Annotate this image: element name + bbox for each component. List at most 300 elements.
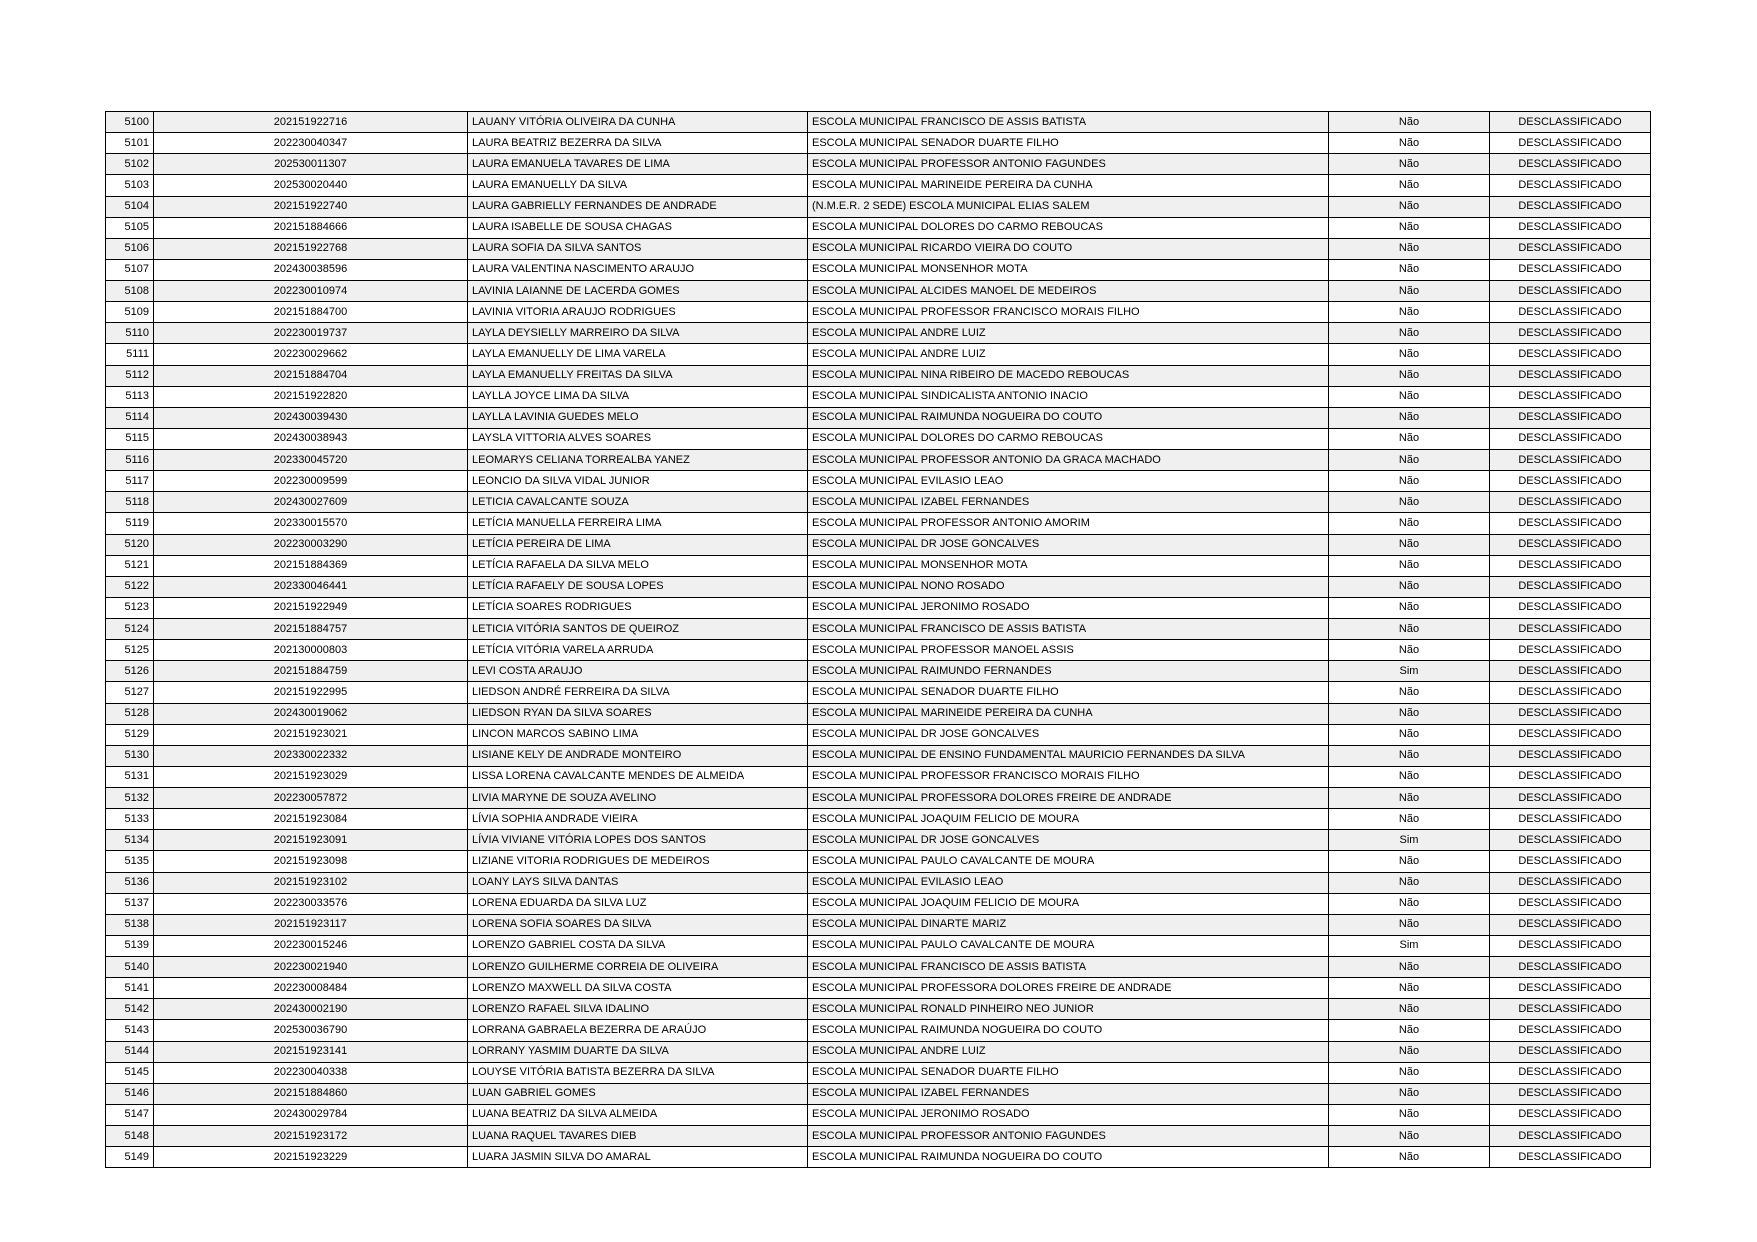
status-cell: DESCLASSIFICADO xyxy=(1490,872,1651,893)
school-cell: ESCOLA MUNICIPAL ANDRE LUIZ xyxy=(808,323,1329,344)
row-number-cell: 5105 xyxy=(106,217,154,238)
row-number-cell: 5127 xyxy=(106,682,154,703)
candidate-name-cell: LAVINIA VITORIA ARAUJO RODRIGUES xyxy=(468,302,808,323)
enrollment-cell: 202151923098 xyxy=(154,851,468,872)
table-row xyxy=(106,450,1651,471)
table-row xyxy=(106,428,1651,449)
row-number-cell: 5104 xyxy=(106,196,154,217)
enrollment-cell: 202430002190 xyxy=(154,999,468,1020)
row-number-cell: 5142 xyxy=(106,999,154,1020)
school-cell: ESCOLA MUNICIPAL DR JOSE GONCALVES xyxy=(808,534,1329,555)
flag-cell: Não xyxy=(1329,238,1490,259)
school-cell: ESCOLA MUNICIPAL PROFESSOR ANTONIO FAGUNDES xyxy=(808,1126,1329,1147)
school-cell: ESCOLA MUNICIPAL RAIMUNDO FERNANDES xyxy=(808,661,1329,682)
flag-cell: Não xyxy=(1329,619,1490,640)
flag-cell: Não xyxy=(1329,978,1490,999)
table-row xyxy=(106,1083,1651,1104)
flag-cell: Não xyxy=(1329,428,1490,449)
status-cell: DESCLASSIFICADO xyxy=(1490,766,1651,787)
status-cell: DESCLASSIFICADO xyxy=(1490,1020,1651,1041)
table-row xyxy=(106,1104,1651,1125)
row-number-cell: 5119 xyxy=(106,513,154,534)
candidate-name-cell: LETÍCIA MANUELLA FERREIRA LIMA xyxy=(468,513,808,534)
status-cell: DESCLASSIFICADO xyxy=(1490,914,1651,935)
table-row xyxy=(106,935,1651,956)
row-number-cell: 5137 xyxy=(106,893,154,914)
school-cell: ESCOLA MUNICIPAL DE ENSINO FUNDAMENTAL MAURICIO FERNANDES DA SILVA xyxy=(808,745,1329,766)
status-cell: DESCLASSIFICADO xyxy=(1490,788,1651,809)
candidate-name-cell: LAURA EMANUELA TAVARES DE LIMA xyxy=(468,154,808,175)
candidate-name-cell: LORENZO MAXWELL DA SILVA COSTA xyxy=(468,978,808,999)
status-cell: DESCLASSIFICADO xyxy=(1490,175,1651,196)
school-cell: ESCOLA MUNICIPAL IZABEL FERNANDES xyxy=(808,1083,1329,1104)
candidate-name-cell: LETÍCIA VITÓRIA VARELA ARRUDA xyxy=(468,640,808,661)
table-row xyxy=(106,788,1651,809)
school-cell: ESCOLA MUNICIPAL JOAQUIM FELICIO DE MOURA xyxy=(808,809,1329,830)
table-row xyxy=(106,1147,1651,1168)
enrollment-cell: 202330015570 xyxy=(154,513,468,534)
flag-cell: Não xyxy=(1329,788,1490,809)
school-cell: ESCOLA MUNICIPAL SENADOR DUARTE FILHO xyxy=(808,682,1329,703)
enrollment-cell: 202430019062 xyxy=(154,703,468,724)
row-number-cell: 5112 xyxy=(106,365,154,386)
row-number-cell: 5114 xyxy=(106,407,154,428)
flag-cell: Não xyxy=(1329,175,1490,196)
table-row xyxy=(106,872,1651,893)
flag-cell: Não xyxy=(1329,703,1490,724)
status-cell: DESCLASSIFICADO xyxy=(1490,682,1651,703)
flag-cell: Não xyxy=(1329,1041,1490,1062)
enrollment-cell: 202151923229 xyxy=(154,1147,468,1168)
candidate-name-cell: LOUYSE VITÓRIA BATISTA BEZERRA DA SILVA xyxy=(468,1062,808,1083)
table-row xyxy=(106,238,1651,259)
school-cell: ESCOLA MUNICIPAL EVILASIO LEAO xyxy=(808,471,1329,492)
school-cell: ESCOLA MUNICIPAL DR JOSE GONCALVES xyxy=(808,724,1329,745)
row-number-cell: 5121 xyxy=(106,555,154,576)
school-cell: ESCOLA MUNICIPAL DOLORES DO CARMO REBOUCAS xyxy=(808,428,1329,449)
candidate-name-cell: LETÍCIA RAFAELA DA SILVA MELO xyxy=(468,555,808,576)
status-cell: DESCLASSIFICADO xyxy=(1490,1083,1651,1104)
enrollment-cell: 202530020440 xyxy=(154,175,468,196)
enrollment-cell: 202130000803 xyxy=(154,640,468,661)
status-cell: DESCLASSIFICADO xyxy=(1490,133,1651,154)
candidate-name-cell: LUANA BEATRIZ DA SILVA ALMEIDA xyxy=(468,1104,808,1125)
school-cell: ESCOLA MUNICIPAL PROFESSOR ANTONIO FAGUNDES xyxy=(808,154,1329,175)
row-number-cell: 5118 xyxy=(106,492,154,513)
candidate-name-cell: LIEDSON RYAN DA SILVA SOARES xyxy=(468,703,808,724)
candidate-name-cell: LISSA LORENA CAVALCANTE MENDES DE ALMEIDA xyxy=(468,766,808,787)
school-cell: (N.M.E.R. 2 SEDE) ESCOLA MUNICIPAL ELIAS SALEM xyxy=(808,196,1329,217)
row-number-cell: 5113 xyxy=(106,386,154,407)
school-cell: ESCOLA MUNICIPAL SENADOR DUARTE FILHO xyxy=(808,133,1329,154)
table-row xyxy=(106,344,1651,365)
candidate-name-cell: LAURA GABRIELLY FERNANDES DE ANDRADE xyxy=(468,196,808,217)
enrollment-cell: 202430039430 xyxy=(154,407,468,428)
status-cell: DESCLASSIFICADO xyxy=(1490,471,1651,492)
table-row xyxy=(106,703,1651,724)
status-cell: DESCLASSIFICADO xyxy=(1490,1104,1651,1125)
school-cell: ESCOLA MUNICIPAL SENADOR DUARTE FILHO xyxy=(808,1062,1329,1083)
status-cell: DESCLASSIFICADO xyxy=(1490,217,1651,238)
table-row xyxy=(106,281,1651,302)
candidate-name-cell: LOANY LAYS SILVA DANTAS xyxy=(468,872,808,893)
candidate-name-cell: LÍVIA SOPHIA ANDRADE VIEIRA xyxy=(468,809,808,830)
school-cell: ESCOLA MUNICIPAL PAULO CAVALCANTE DE MOURA xyxy=(808,851,1329,872)
table-row xyxy=(106,1041,1651,1062)
flag-cell: Não xyxy=(1329,872,1490,893)
enrollment-cell: 202230003290 xyxy=(154,534,468,555)
flag-cell: Não xyxy=(1329,999,1490,1020)
row-number-cell: 5134 xyxy=(106,830,154,851)
status-cell: DESCLASSIFICADO xyxy=(1490,154,1651,175)
table-row xyxy=(106,893,1651,914)
status-cell: DESCLASSIFICADO xyxy=(1490,576,1651,597)
row-number-cell: 5129 xyxy=(106,724,154,745)
status-cell: DESCLASSIFICADO xyxy=(1490,386,1651,407)
status-cell: DESCLASSIFICADO xyxy=(1490,534,1651,555)
candidate-name-cell: LIZIANE VITORIA RODRIGUES DE MEDEIROS xyxy=(468,851,808,872)
table-row xyxy=(106,978,1651,999)
candidate-name-cell: LAVINIA LAIANNE DE LACERDA GOMES xyxy=(468,281,808,302)
school-cell: ESCOLA MUNICIPAL DOLORES DO CARMO REBOUCAS xyxy=(808,217,1329,238)
table-row xyxy=(106,386,1651,407)
row-number-cell: 5106 xyxy=(106,238,154,259)
candidate-name-cell: LAUANY VITÓRIA OLIVEIRA DA CUNHA xyxy=(468,112,808,133)
candidate-name-cell: LAYSLA VITTORIA ALVES SOARES xyxy=(468,428,808,449)
table-row xyxy=(106,302,1651,323)
table-row xyxy=(106,555,1651,576)
school-cell: ESCOLA MUNICIPAL ANDRE LUIZ xyxy=(808,344,1329,365)
flag-cell: Não xyxy=(1329,196,1490,217)
school-cell: ESCOLA MUNICIPAL MONSENHOR MOTA xyxy=(808,555,1329,576)
candidate-name-cell: LORENZO GUILHERME CORREIA DE OLIVEIRA xyxy=(468,957,808,978)
school-cell: ESCOLA MUNICIPAL RONALD PINHEIRO NEO JUNIOR xyxy=(808,999,1329,1020)
table-row xyxy=(106,365,1651,386)
table-row xyxy=(106,682,1651,703)
flag-cell: Não xyxy=(1329,1126,1490,1147)
status-cell: DESCLASSIFICADO xyxy=(1490,999,1651,1020)
candidate-name-cell: LIEDSON ANDRÉ FERREIRA DA SILVA xyxy=(468,682,808,703)
enrollment-cell: 202230019737 xyxy=(154,323,468,344)
status-cell: DESCLASSIFICADO xyxy=(1490,1062,1651,1083)
flag-cell: Não xyxy=(1329,851,1490,872)
flag-cell: Não xyxy=(1329,1083,1490,1104)
school-cell: ESCOLA MUNICIPAL EVILASIO LEAO xyxy=(808,872,1329,893)
enrollment-cell: 202230009599 xyxy=(154,471,468,492)
row-number-cell: 5100 xyxy=(106,112,154,133)
row-number-cell: 5148 xyxy=(106,1126,154,1147)
candidate-name-cell: LUAN GABRIEL GOMES xyxy=(468,1083,808,1104)
enrollment-cell: 202151884757 xyxy=(154,619,468,640)
enrollment-cell: 202330045720 xyxy=(154,450,468,471)
candidates-table-body xyxy=(106,112,1651,1168)
enrollment-cell: 202430027609 xyxy=(154,492,468,513)
row-number-cell: 5116 xyxy=(106,450,154,471)
table-row xyxy=(106,661,1651,682)
row-number-cell: 5141 xyxy=(106,978,154,999)
flag-cell: Não xyxy=(1329,365,1490,386)
candidate-name-cell: LAYLLA LAVINIA GUEDES MELO xyxy=(468,407,808,428)
enrollment-cell: 202151884860 xyxy=(154,1083,468,1104)
enrollment-cell: 202530011307 xyxy=(154,154,468,175)
row-number-cell: 5126 xyxy=(106,661,154,682)
status-cell: DESCLASSIFICADO xyxy=(1490,281,1651,302)
candidate-name-cell: LEVI COSTA ARAUJO xyxy=(468,661,808,682)
flag-cell: Sim xyxy=(1329,830,1490,851)
school-cell: ESCOLA MUNICIPAL MONSENHOR MOTA xyxy=(808,259,1329,280)
candidate-name-cell: LORRANA GABRAELA BEZERRA DE ARAÚJO xyxy=(468,1020,808,1041)
enrollment-cell: 202230040347 xyxy=(154,133,468,154)
flag-cell: Não xyxy=(1329,809,1490,830)
flag-cell: Não xyxy=(1329,323,1490,344)
enrollment-cell: 202151884369 xyxy=(154,555,468,576)
flag-cell: Não xyxy=(1329,386,1490,407)
flag-cell: Não xyxy=(1329,1062,1490,1083)
enrollment-cell: 202230029662 xyxy=(154,344,468,365)
table-row xyxy=(106,999,1651,1020)
table-row xyxy=(106,619,1651,640)
flag-cell: Não xyxy=(1329,724,1490,745)
candidate-name-cell: LUANA RAQUEL TAVARES DIEB xyxy=(468,1126,808,1147)
enrollment-cell: 202151923091 xyxy=(154,830,468,851)
status-cell: DESCLASSIFICADO xyxy=(1490,851,1651,872)
candidate-name-cell: LETÍCIA PEREIRA DE LIMA xyxy=(468,534,808,555)
status-cell: DESCLASSIFICADO xyxy=(1490,724,1651,745)
table-row xyxy=(106,534,1651,555)
school-cell: ESCOLA MUNICIPAL PROFESSOR ANTONIO DA GRACA MACHADO xyxy=(808,450,1329,471)
table-row xyxy=(106,640,1651,661)
candidate-name-cell: LORENZO RAFAEL SILVA IDALINO xyxy=(468,999,808,1020)
candidate-name-cell: LIVIA MARYNE DE SOUZA AVELINO xyxy=(468,788,808,809)
flag-cell: Não xyxy=(1329,492,1490,513)
flag-cell: Não xyxy=(1329,154,1490,175)
candidate-name-cell: LORENA SOFIA SOARES DA SILVA xyxy=(468,914,808,935)
enrollment-cell: 202151922740 xyxy=(154,196,468,217)
flag-cell: Não xyxy=(1329,597,1490,618)
school-cell: ESCOLA MUNICIPAL JERONIMO ROSADO xyxy=(808,1104,1329,1125)
table-row xyxy=(106,830,1651,851)
enrollment-cell: 202230008484 xyxy=(154,978,468,999)
enrollment-cell: 202151923084 xyxy=(154,809,468,830)
school-cell: ESCOLA MUNICIPAL RAIMUNDA NOGUEIRA DO COUTO xyxy=(808,1147,1329,1168)
row-number-cell: 5108 xyxy=(106,281,154,302)
school-cell: ESCOLA MUNICIPAL DINARTE MARIZ xyxy=(808,914,1329,935)
status-cell: DESCLASSIFICADO xyxy=(1490,238,1651,259)
enrollment-cell: 202230057872 xyxy=(154,788,468,809)
school-cell: ESCOLA MUNICIPAL RAIMUNDA NOGUEIRA DO COUTO xyxy=(808,407,1329,428)
row-number-cell: 5132 xyxy=(106,788,154,809)
table-row xyxy=(106,809,1651,830)
status-cell: DESCLASSIFICADO xyxy=(1490,492,1651,513)
enrollment-cell: 202151922716 xyxy=(154,112,468,133)
school-cell: ESCOLA MUNICIPAL PROFESSORA DOLORES FREIRE DE ANDRADE xyxy=(808,978,1329,999)
school-cell: ESCOLA MUNICIPAL PAULO CAVALCANTE DE MOURA xyxy=(808,935,1329,956)
table-row xyxy=(106,196,1651,217)
school-cell: ESCOLA MUNICIPAL IZABEL FERNANDES xyxy=(808,492,1329,513)
candidate-name-cell: LAURA ISABELLE DE SOUSA CHAGAS xyxy=(468,217,808,238)
school-cell: ESCOLA MUNICIPAL PROFESSOR FRANCISCO MORAIS FILHO xyxy=(808,302,1329,323)
table-row xyxy=(106,133,1651,154)
status-cell: DESCLASSIFICADO xyxy=(1490,597,1651,618)
status-cell: DESCLASSIFICADO xyxy=(1490,450,1651,471)
status-cell: DESCLASSIFICADO xyxy=(1490,407,1651,428)
enrollment-cell: 202330046441 xyxy=(154,576,468,597)
status-cell: DESCLASSIFICADO xyxy=(1490,365,1651,386)
row-number-cell: 5138 xyxy=(106,914,154,935)
enrollment-cell: 202151884700 xyxy=(154,302,468,323)
status-cell: DESCLASSIFICADO xyxy=(1490,935,1651,956)
flag-cell: Não xyxy=(1329,745,1490,766)
school-cell: ESCOLA MUNICIPAL DR JOSE GONCALVES xyxy=(808,830,1329,851)
candidate-name-cell: LAURA VALENTINA NASCIMENTO ARAUJO xyxy=(468,259,808,280)
candidate-name-cell: LAYLLA JOYCE LIMA DA SILVA xyxy=(468,386,808,407)
enrollment-cell: 202230021940 xyxy=(154,957,468,978)
enrollment-cell: 202230015246 xyxy=(154,935,468,956)
table-row xyxy=(106,175,1651,196)
status-cell: DESCLASSIFICADO xyxy=(1490,661,1651,682)
row-number-cell: 5103 xyxy=(106,175,154,196)
status-cell: DESCLASSIFICADO xyxy=(1490,619,1651,640)
status-cell: DESCLASSIFICADO xyxy=(1490,1041,1651,1062)
status-cell: DESCLASSIFICADO xyxy=(1490,809,1651,830)
table-row xyxy=(106,724,1651,745)
table-row xyxy=(106,766,1651,787)
enrollment-cell: 202430029784 xyxy=(154,1104,468,1125)
candidate-name-cell: LUARA JASMIN SILVA DO AMARAL xyxy=(468,1147,808,1168)
status-cell: DESCLASSIFICADO xyxy=(1490,1147,1651,1168)
status-cell: DESCLASSIFICADO xyxy=(1490,513,1651,534)
school-cell: ESCOLA MUNICIPAL FRANCISCO DE ASSIS BATISTA xyxy=(808,619,1329,640)
status-cell: DESCLASSIFICADO xyxy=(1490,302,1651,323)
document-page xyxy=(105,111,1650,1168)
table-row xyxy=(106,259,1651,280)
flag-cell: Não xyxy=(1329,576,1490,597)
row-number-cell: 5145 xyxy=(106,1062,154,1083)
candidate-name-cell: LETÍCIA RAFAELY DE SOUSA LOPES xyxy=(468,576,808,597)
flag-cell: Não xyxy=(1329,513,1490,534)
enrollment-cell: 202151922995 xyxy=(154,682,468,703)
enrollment-cell: 202151923102 xyxy=(154,872,468,893)
candidate-name-cell: LAURA EMANUELLY DA SILVA xyxy=(468,175,808,196)
table-row xyxy=(106,154,1651,175)
candidate-name-cell: LAYLA EMANUELLY DE LIMA VARELA xyxy=(468,344,808,365)
flag-cell: Não xyxy=(1329,344,1490,365)
row-number-cell: 5115 xyxy=(106,428,154,449)
flag-cell: Não xyxy=(1329,1147,1490,1168)
row-number-cell: 5124 xyxy=(106,619,154,640)
candidate-name-cell: LAYLA DEYSIELLY MARREIRO DA SILVA xyxy=(468,323,808,344)
status-cell: DESCLASSIFICADO xyxy=(1490,259,1651,280)
candidate-name-cell: LETICIA VITÓRIA SANTOS DE QUEIROZ xyxy=(468,619,808,640)
table-row xyxy=(106,217,1651,238)
candidate-name-cell: LEONCIO DA SILVA VIDAL JUNIOR xyxy=(468,471,808,492)
table-row xyxy=(106,597,1651,618)
candidate-name-cell: LÍVIA VIVIANE VITÓRIA LOPES DOS SANTOS xyxy=(468,830,808,851)
candidate-name-cell: LETÍCIA SOARES RODRIGUES xyxy=(468,597,808,618)
school-cell: ESCOLA MUNICIPAL NINA RIBEIRO DE MACEDO REBOUCAS xyxy=(808,365,1329,386)
table-row xyxy=(106,513,1651,534)
status-cell: DESCLASSIFICADO xyxy=(1490,745,1651,766)
flag-cell: Não xyxy=(1329,302,1490,323)
enrollment-cell: 202151923172 xyxy=(154,1126,468,1147)
row-number-cell: 5133 xyxy=(106,809,154,830)
status-cell: DESCLASSIFICADO xyxy=(1490,555,1651,576)
enrollment-cell: 202430038943 xyxy=(154,428,468,449)
school-cell: ESCOLA MUNICIPAL FRANCISCO DE ASSIS BATISTA xyxy=(808,112,1329,133)
enrollment-cell: 202230040338 xyxy=(154,1062,468,1083)
enrollment-cell: 202230010974 xyxy=(154,281,468,302)
status-cell: DESCLASSIFICADO xyxy=(1490,344,1651,365)
status-cell: DESCLASSIFICADO xyxy=(1490,957,1651,978)
school-cell: ESCOLA MUNICIPAL JERONIMO ROSADO xyxy=(808,597,1329,618)
table-row xyxy=(106,323,1651,344)
flag-cell: Não xyxy=(1329,407,1490,428)
flag-cell: Não xyxy=(1329,217,1490,238)
row-number-cell: 5102 xyxy=(106,154,154,175)
row-number-cell: 5101 xyxy=(106,133,154,154)
flag-cell: Não xyxy=(1329,893,1490,914)
table-row xyxy=(106,1062,1651,1083)
status-cell: DESCLASSIFICADO xyxy=(1490,978,1651,999)
table-row xyxy=(106,1020,1651,1041)
enrollment-cell: 202151923029 xyxy=(154,766,468,787)
status-cell: DESCLASSIFICADO xyxy=(1490,1126,1651,1147)
enrollment-cell: 202151923141 xyxy=(154,1041,468,1062)
table-row xyxy=(106,914,1651,935)
table-row xyxy=(106,407,1651,428)
status-cell: DESCLASSIFICADO xyxy=(1490,196,1651,217)
status-cell: DESCLASSIFICADO xyxy=(1490,323,1651,344)
enrollment-cell: 202330022332 xyxy=(154,745,468,766)
flag-cell: Não xyxy=(1329,914,1490,935)
flag-cell: Não xyxy=(1329,766,1490,787)
enrollment-cell: 202230033576 xyxy=(154,893,468,914)
row-number-cell: 5136 xyxy=(106,872,154,893)
table-row xyxy=(106,492,1651,513)
candidate-name-cell: LINCON MARCOS SABINO LIMA xyxy=(468,724,808,745)
enrollment-cell: 202430038596 xyxy=(154,259,468,280)
enrollment-cell: 202151884704 xyxy=(154,365,468,386)
row-number-cell: 5131 xyxy=(106,766,154,787)
row-number-cell: 5122 xyxy=(106,576,154,597)
candidate-name-cell: LAURA SOFIA DA SILVA SANTOS xyxy=(468,238,808,259)
row-number-cell: 5120 xyxy=(106,534,154,555)
flag-cell: Não xyxy=(1329,112,1490,133)
flag-cell: Não xyxy=(1329,534,1490,555)
flag-cell: Não xyxy=(1329,133,1490,154)
status-cell: DESCLASSIFICADO xyxy=(1490,703,1651,724)
school-cell: ESCOLA MUNICIPAL FRANCISCO DE ASSIS BATISTA xyxy=(808,957,1329,978)
flag-cell: Não xyxy=(1329,450,1490,471)
status-cell: DESCLASSIFICADO xyxy=(1490,893,1651,914)
row-number-cell: 5146 xyxy=(106,1083,154,1104)
flag-cell: Não xyxy=(1329,259,1490,280)
school-cell: ESCOLA MUNICIPAL NONO ROSADO xyxy=(808,576,1329,597)
row-number-cell: 5110 xyxy=(106,323,154,344)
candidate-name-cell: LEOMARYS CELIANA TORREALBA YANEZ xyxy=(468,450,808,471)
enrollment-cell: 202530036790 xyxy=(154,1020,468,1041)
candidate-name-cell: LETICIA CAVALCANTE SOUZA xyxy=(468,492,808,513)
enrollment-cell: 202151922949 xyxy=(154,597,468,618)
status-cell: DESCLASSIFICADO xyxy=(1490,640,1651,661)
status-cell: DESCLASSIFICADO xyxy=(1490,830,1651,851)
school-cell: ESCOLA MUNICIPAL SINDICALISTA ANTONIO INACIO xyxy=(808,386,1329,407)
school-cell: ESCOLA MUNICIPAL RAIMUNDA NOGUEIRA DO COUTO xyxy=(808,1020,1329,1041)
enrollment-cell: 202151884666 xyxy=(154,217,468,238)
school-cell: ESCOLA MUNICIPAL MARINEIDE PEREIRA DA CUNHA xyxy=(808,175,1329,196)
row-number-cell: 5140 xyxy=(106,957,154,978)
status-cell: DESCLASSIFICADO xyxy=(1490,112,1651,133)
